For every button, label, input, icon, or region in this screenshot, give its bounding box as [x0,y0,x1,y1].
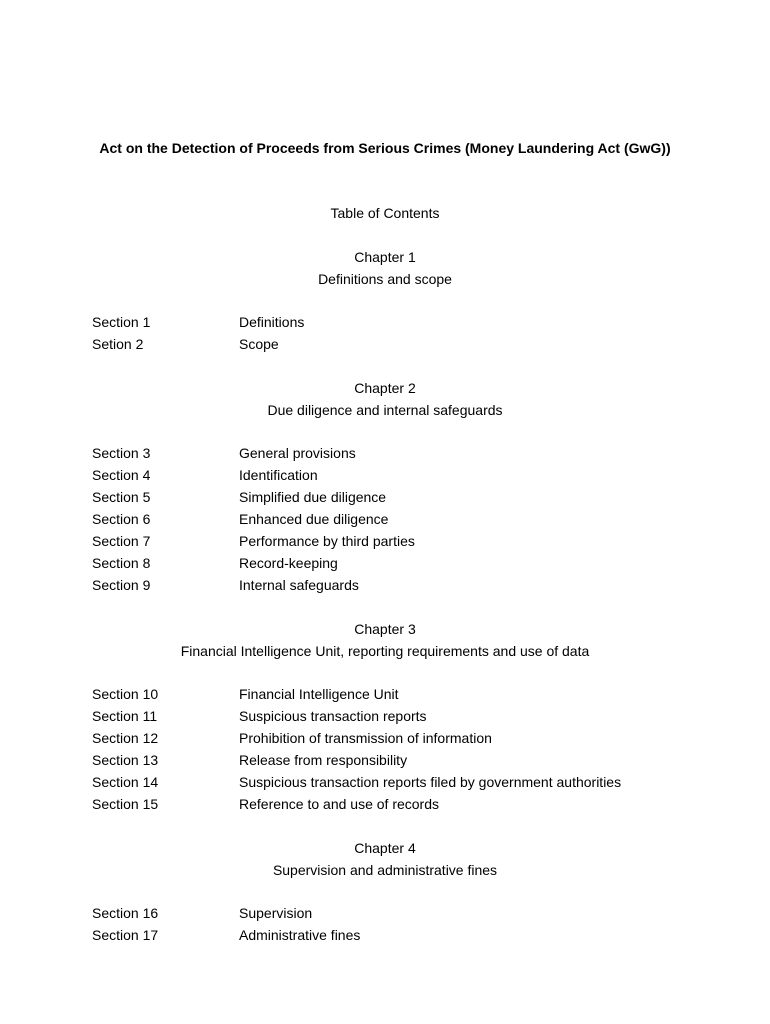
section-number: Section 1 [92,314,151,330]
toc-entry [92,902,712,924]
toc-entry [92,333,712,355]
section-title: Prohibition of transmission of information [239,730,492,746]
chapter-title: Definitions and scope [318,271,452,287]
section-number: Section 6 [92,511,151,527]
toc-entry [92,924,712,946]
toc-entry [92,683,712,705]
chapter-title: Due diligence and internal safeguards [267,402,503,418]
section-title: Release from responsibility [239,752,408,768]
section-number: Section 17 [92,927,159,943]
section-number: Section 9 [92,577,151,593]
section-number: Section 12 [92,730,159,746]
section-number: Section 15 [92,796,159,812]
toc-heading: Table of Contents [330,205,440,221]
chapter-label: Chapter 2 [354,380,416,396]
section-title: Reference to and use of records [239,796,440,812]
section-number: Section 5 [92,489,151,505]
section-title: Internal safeguards [239,577,359,593]
section-title: Enhanced due diligence [239,511,389,527]
section-title: General provisions [239,445,356,461]
section-number: Setion 2 [92,336,144,352]
section-number: Section 8 [92,555,151,571]
section-title: Identification [239,467,318,483]
section-title: Supervision [239,905,313,921]
toc-entry [92,771,712,793]
section-title: Scope [239,336,279,352]
chapter-title: Supervision and administrative fines [272,862,498,878]
toc-entry [92,727,712,749]
section-number: Section 7 [92,533,151,549]
section-number: Section 13 [92,752,159,768]
toc-entry [92,574,712,596]
toc-entry [92,530,712,552]
section-number: Section 4 [92,467,151,483]
toc-entry [92,705,712,727]
document-title: Act on the Detection of Proceeds from Serious Crimes (Money Laundering Act (GwG)) [99,140,671,156]
section-number: Section 16 [92,905,159,921]
section-title: Performance by third parties [239,533,415,549]
chapter-label: Chapter 4 [354,840,416,856]
toc-entry [92,508,712,530]
section-title: Simplified due diligence [239,489,387,505]
toc-entry [92,552,712,574]
chapter-label: Chapter 1 [354,249,416,265]
toc-entry [92,749,712,771]
section-number: Section 11 [92,708,158,724]
section-title: Financial Intelligence Unit [239,686,399,702]
section-number: Section 10 [92,686,159,702]
section-title: Suspicious transaction reports filed by government authorities [239,774,622,790]
section-title: Suspicious transaction reports [239,708,427,724]
section-title: Administrative fines [239,927,361,943]
section-number: Section 3 [92,445,151,461]
chapter-title: Financial Intelligence Unit, reporting requirements and use of data [180,643,590,659]
section-title: Record-keeping [239,555,338,571]
chapter-label: Chapter 3 [354,621,416,637]
section-number: Section 14 [92,774,159,790]
toc-entry [92,442,712,464]
toc-entry [92,486,712,508]
toc-entry [92,793,712,815]
section-title: Definitions [239,314,305,330]
toc-entry [92,311,712,333]
toc-entry [92,464,712,486]
